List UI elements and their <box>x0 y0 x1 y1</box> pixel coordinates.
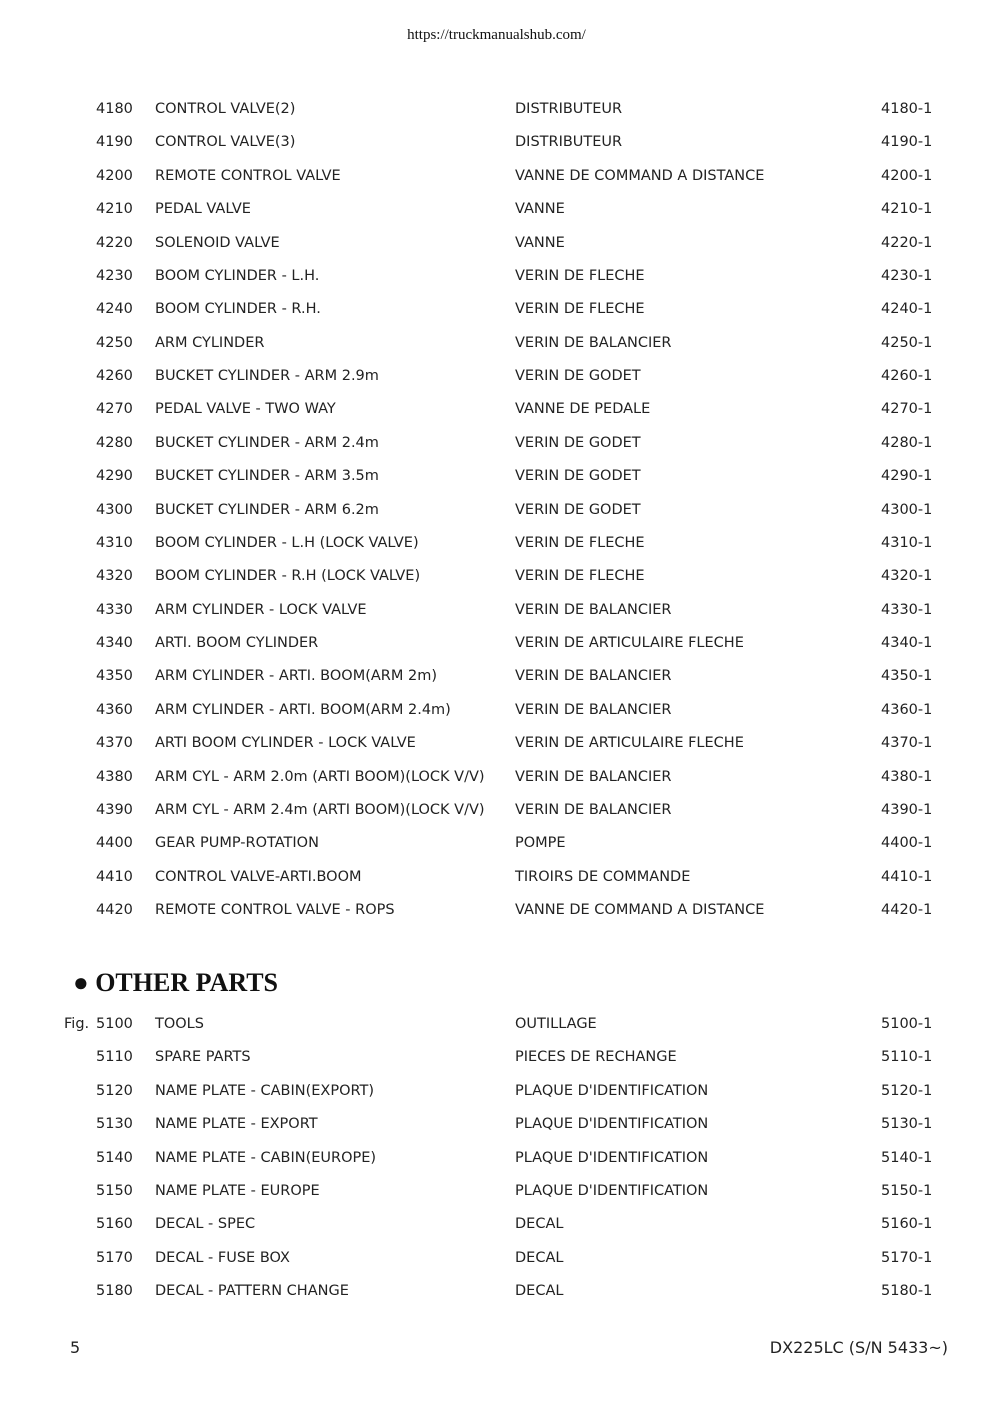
part-name: PEDAL VALVE <box>155 201 251 218</box>
table-row <box>0 333 993 353</box>
part-name: BOOM CYLINDER - L.H (LOCK VALVE) <box>155 534 419 551</box>
model-label: DX225LC (S/N 5433~) <box>769 1338 948 1357</box>
table-row <box>0 833 993 853</box>
part-name-french: VERIN DE ARTICULAIRE FLECHE <box>515 735 744 752</box>
part-name: SOLENOID VALVE <box>155 234 280 251</box>
part-number: 4270 <box>96 401 133 418</box>
page-reference: 5130-1 <box>881 1116 933 1133</box>
part-name-french: VERIN DE GODET <box>515 434 641 451</box>
part-number: 4210 <box>96 201 133 218</box>
part-name: ARM CYLINDER - ARTI. BOOM(ARM 2m) <box>155 668 437 685</box>
page-reference: 4240-1 <box>881 301 933 318</box>
page-reference: 4320-1 <box>881 568 933 585</box>
part-name-french: VERIN DE ARTICULAIRE FLECHE <box>515 635 744 652</box>
part-number: 4390 <box>96 801 133 818</box>
table-row <box>0 566 993 586</box>
table-row <box>0 466 993 486</box>
part-name-french: DISTRIBUTEUR <box>515 101 623 117</box>
table-row <box>0 199 993 219</box>
part-name: BUCKET CYLINDER - ARM 2.4m <box>155 434 379 451</box>
part-name-french: VERIN DE GODET <box>515 501 641 518</box>
page-reference: 5150-1 <box>881 1182 933 1199</box>
table-row <box>0 433 993 453</box>
table-row <box>0 233 993 253</box>
page-reference: 5160-1 <box>881 1216 933 1233</box>
part-name: NAME PLATE - EUROPE <box>155 1182 320 1199</box>
part-name-french: VERIN DE BALANCIER <box>515 334 672 351</box>
part-name: BUCKET CYLINDER - ARM 6.2m <box>155 501 379 518</box>
table-row <box>0 299 993 319</box>
section-title-other-parts: ● OTHER PARTS <box>73 968 279 997</box>
page-number: 5 <box>70 1338 81 1357</box>
table-row <box>0 266 993 286</box>
part-name-french: VERIN DE FLECHE <box>515 534 645 551</box>
part-number: 4180 <box>96 101 133 117</box>
table-row <box>0 1281 993 1301</box>
table-row <box>0 500 993 520</box>
part-name-french: VERIN DE FLECHE <box>515 301 645 318</box>
page-reference: 5100-1 <box>881 1016 933 1032</box>
part-number: 5100 <box>96 1016 133 1032</box>
part-name-french: PLAQUE D'IDENTIFICATION <box>515 1082 709 1099</box>
part-name-french: PLAQUE D'IDENTIFICATION <box>515 1182 709 1199</box>
table-row <box>0 1148 993 1168</box>
part-name: REMOTE CONTROL VALVE <box>155 167 341 184</box>
part-name-french: VERIN DE GODET <box>515 468 641 485</box>
table-row <box>0 800 993 820</box>
fig-label: Fig. <box>64 1016 90 1032</box>
table-row <box>0 767 993 787</box>
table-row <box>0 733 993 753</box>
page-reference: 4350-1 <box>881 668 933 685</box>
part-number: 4320 <box>96 568 133 585</box>
part-name: DECAL - PATTERN CHANGE <box>155 1283 349 1300</box>
table-row <box>0 1214 993 1234</box>
part-name: ARM CYLINDER - LOCK VALVE <box>155 601 367 618</box>
part-name-french: VERIN DE BALANCIER <box>515 668 672 685</box>
part-number: 4380 <box>96 768 133 785</box>
part-name: NAME PLATE - EXPORT <box>155 1116 318 1133</box>
page-reference: 4260-1 <box>881 368 933 385</box>
part-name-french: DISTRIBUTEUR <box>515 134 623 151</box>
table-row <box>0 99 993 119</box>
page-reference: 4180-1 <box>881 101 933 117</box>
page-reference: 4250-1 <box>881 334 933 351</box>
part-name-french: POMPE <box>515 835 566 852</box>
part-number: 5110 <box>96 1049 133 1066</box>
part-number: 4290 <box>96 468 133 485</box>
part-number: 4260 <box>96 368 133 385</box>
part-number: 4350 <box>96 668 133 685</box>
table-row <box>0 700 993 720</box>
part-name-french: VANNE <box>515 201 565 218</box>
part-number: 5170 <box>96 1249 133 1266</box>
page-reference: 4270-1 <box>881 401 933 418</box>
part-number: 4280 <box>96 434 133 451</box>
part-name: BOOM CYLINDER - R.H. <box>155 301 321 318</box>
part-name-french: VANNE DE PEDALE <box>515 401 651 418</box>
table-row <box>0 600 993 620</box>
part-number: 4230 <box>96 267 133 284</box>
part-number: 5180 <box>96 1283 133 1300</box>
part-name: NAME PLATE - CABIN(EUROPE) <box>155 1149 377 1166</box>
part-name-french: VANNE <box>515 234 565 251</box>
page-reference: 4380-1 <box>881 768 933 785</box>
page-reference: 4420-1 <box>881 902 933 919</box>
table-row <box>0 366 993 386</box>
page-reference: 4370-1 <box>881 735 933 752</box>
page-reference: 4390-1 <box>881 801 933 818</box>
page-reference: 4300-1 <box>881 501 933 518</box>
part-name-french: VERIN DE FLECHE <box>515 267 645 284</box>
page-reference: 4400-1 <box>881 835 933 852</box>
part-number: 5140 <box>96 1149 133 1166</box>
table-row <box>0 1181 993 1201</box>
part-number: 4360 <box>96 701 133 718</box>
page-reference: 5140-1 <box>881 1149 933 1166</box>
part-name: NAME PLATE - CABIN(EXPORT) <box>155 1082 375 1099</box>
part-name-french: PIECES DE RECHANGE <box>515 1049 677 1066</box>
part-number: 4340 <box>96 635 133 652</box>
part-name: ARTI. BOOM CYLINDER <box>155 635 319 652</box>
part-name: BOOM CYLINDER - L.H. <box>155 267 320 284</box>
part-name-french: VERIN DE BALANCIER <box>515 601 672 618</box>
part-number: 4200 <box>96 167 133 184</box>
page-reference: 4210-1 <box>881 201 933 218</box>
part-name: PEDAL VALVE - TWO WAY <box>155 401 336 418</box>
table-row <box>0 633 993 653</box>
part-name: ARTI BOOM CYLINDER - LOCK VALVE <box>155 735 416 752</box>
part-name: BUCKET CYLINDER - ARM 3.5m <box>155 468 379 485</box>
page-reference: 4230-1 <box>881 267 933 284</box>
part-number: 4310 <box>96 534 133 551</box>
part-name-french: VERIN DE GODET <box>515 368 641 385</box>
table-row <box>0 1114 993 1134</box>
part-name: DECAL - FUSE BOX <box>155 1249 290 1266</box>
part-number: 4220 <box>96 234 133 251</box>
source-url: https://truckmanualshub.com/ <box>407 27 586 43</box>
part-number: 5130 <box>96 1116 133 1133</box>
part-number: 5150 <box>96 1182 133 1199</box>
part-number: 4400 <box>96 835 133 852</box>
table-row <box>0 132 993 152</box>
part-name: ARM CYLINDER - ARTI. BOOM(ARM 2.4m) <box>155 701 451 718</box>
page-reference: 4220-1 <box>881 234 933 251</box>
page-reference: 5110-1 <box>881 1049 933 1066</box>
part-name: GEAR PUMP-ROTATION <box>155 835 319 852</box>
part-name-french: VERIN DE BALANCIER <box>515 768 672 785</box>
part-name-french: VERIN DE BALANCIER <box>515 701 672 718</box>
table-row <box>0 1081 993 1101</box>
page-reference: 4330-1 <box>881 601 933 618</box>
part-name-french: OUTILLAGE <box>515 1016 597 1032</box>
page-reference: 4310-1 <box>881 534 933 551</box>
part-number: 4190 <box>96 134 133 151</box>
part-name-french: PLAQUE D'IDENTIFICATION <box>515 1116 709 1133</box>
page-reference: 4290-1 <box>881 468 933 485</box>
part-name: ARM CYLINDER <box>155 334 265 351</box>
page-reference: 4410-1 <box>881 868 933 885</box>
page-reference: 4360-1 <box>881 701 933 718</box>
page-reference: 4190-1 <box>881 134 933 151</box>
part-name: REMOTE CONTROL VALVE - ROPS <box>155 902 395 919</box>
page-reference: 4340-1 <box>881 635 933 652</box>
part-name: CONTROL VALVE(2) <box>155 101 296 117</box>
part-name: BUCKET CYLINDER - ARM 2.9m <box>155 368 379 385</box>
part-name-french: PLAQUE D'IDENTIFICATION <box>515 1149 709 1166</box>
page-reference: 4280-1 <box>881 434 933 451</box>
part-name-french: DECAL <box>515 1249 564 1266</box>
part-name: CONTROL VALVE-ARTI.BOOM <box>155 868 362 885</box>
part-name-french: VERIN DE BALANCIER <box>515 801 672 818</box>
table-row <box>0 1047 993 1067</box>
page-reference: 5120-1 <box>881 1082 933 1099</box>
table-row <box>0 1248 993 1268</box>
part-number: 4240 <box>96 301 133 318</box>
table-row <box>0 399 993 419</box>
part-name-french: VANNE DE COMMAND A DISTANCE <box>515 902 765 919</box>
table-row <box>0 533 993 553</box>
part-number: 5160 <box>96 1216 133 1233</box>
table-row <box>0 166 993 186</box>
part-number: 4420 <box>96 902 133 919</box>
page-reference: 5180-1 <box>881 1283 933 1300</box>
table-row <box>0 867 993 887</box>
part-number: 4370 <box>96 735 133 752</box>
part-name-french: DECAL <box>515 1216 564 1233</box>
page-reference: 5170-1 <box>881 1249 933 1266</box>
part-name-french: TIROIRS DE COMMANDE <box>515 868 691 885</box>
part-name: SPARE PARTS <box>155 1049 251 1066</box>
page-reference: 4200-1 <box>881 167 933 184</box>
part-name: DECAL - SPEC <box>155 1216 256 1233</box>
part-number: 4250 <box>96 334 133 351</box>
table-row <box>0 666 993 686</box>
part-number: 5120 <box>96 1082 133 1099</box>
table-row <box>0 900 993 920</box>
part-number: 4410 <box>96 868 133 885</box>
part-name-french: DECAL <box>515 1283 564 1300</box>
part-name-french: VANNE DE COMMAND A DISTANCE <box>515 167 765 184</box>
part-name: ARM CYL - ARM 2.0m (ARTI BOOM)(LOCK V/V) <box>155 768 485 785</box>
part-name-french: VERIN DE FLECHE <box>515 568 645 585</box>
part-name: BOOM CYLINDER - R.H (LOCK VALVE) <box>155 568 421 585</box>
part-name: ARM CYL - ARM 2.4m (ARTI BOOM)(LOCK V/V) <box>155 801 485 818</box>
part-name: TOOLS <box>155 1016 204 1032</box>
part-number: 4300 <box>96 501 133 518</box>
table-row <box>0 1014 993 1034</box>
part-number: 4330 <box>96 601 133 618</box>
part-name: CONTROL VALVE(3) <box>155 134 296 151</box>
